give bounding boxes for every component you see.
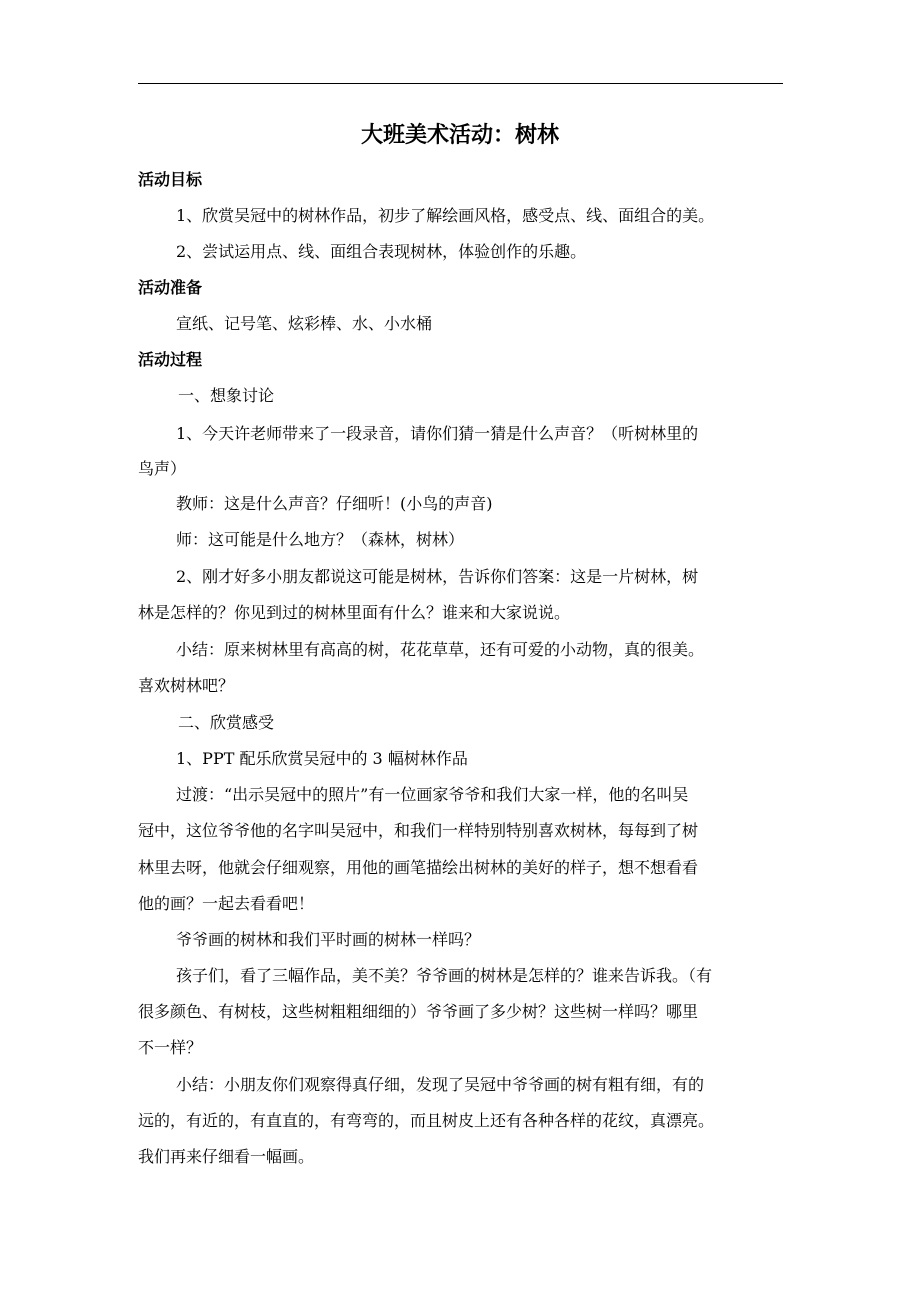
paragraph-line: 1、今天许老师带来了一段录音，请你们猜一猜是什么声音？（听树林里的	[176, 424, 699, 443]
heading-process: 活动过程	[138, 350, 203, 369]
paragraph-line: 教师：这是什么声音？仔细听！(小鸟的声音)	[176, 494, 493, 513]
paragraph-line: 林是怎样的？你见到过的树林里面有什么？谁来和大家说说。	[138, 603, 571, 622]
prep-materials: 宣纸、记号笔、炫彩棒、水、小水桶	[176, 314, 433, 333]
paragraph-line: 2、刚才好多小朋友都说这可能是树林，告诉你们答案：这是一片树林，树	[176, 567, 699, 586]
paragraph-line: 冠中，这位爷爷他的名字叫吴冠中，和我们一样特别特别喜欢树林，每每到了树	[138, 821, 699, 840]
heading-goals: 活动目标	[138, 170, 203, 189]
paragraph-line: 林里去呀，他就会仔细观察，用他的画笔描绘出树林的美好的样子，想不想看看	[138, 858, 699, 877]
paragraph-line: 过渡：“出示吴冠中的照片”有一位画家爷爷和我们大家一样，他的名叫吴	[176, 785, 689, 804]
paragraph-line: 鸟声）	[138, 459, 187, 478]
paragraph-line: 远的，有近的，有直直的，有弯弯的，而且树皮上还有各种各样的花纹，真漂亮。	[138, 1111, 715, 1130]
document-title: 大班美术活动：树林	[360, 123, 559, 148]
section-2-title: 二、欣赏感受	[178, 713, 275, 732]
paragraph-line: 不一样？	[138, 1038, 203, 1057]
paragraph-line: 孩子们，看了三幅作品，美不美？爷爷画的树林是怎样的？谁来告诉我。（有	[176, 966, 713, 985]
paragraph-line: 师：这可能是什么地方？（森林，树林）	[176, 530, 465, 549]
paragraph-line: 1、PPT 配乐欣赏吴冠中的 3 幅树林作品	[176, 749, 468, 768]
paragraph-line: 他的画？一起去看看吧！	[138, 894, 315, 913]
section-1-title: 一、想象讨论	[178, 386, 275, 405]
paragraph-line: 喜欢树林吧？	[138, 676, 235, 695]
paragraph-line: 我们再来仔细看一幅画。	[138, 1147, 315, 1166]
header-rule	[138, 83, 783, 84]
paragraph-line: 很多颜色、有树枝，这些树粗粗细细的）爷爷画了多少树？这些树一样吗？哪里	[138, 1002, 699, 1021]
goal-2: 2、尝试运用点、线、面组合表现树林，体验创作的乐趣。	[176, 242, 587, 261]
paragraph-line: 小结：小朋友你们观察得真仔细，发现了吴冠中爷爷画的树有粗有细，有的	[176, 1075, 705, 1094]
goal-1: 1、欣赏吴冠中的树林作品，初步了解绘画风格，感受点、线、面组合的美。	[176, 206, 715, 225]
heading-prep: 活动准备	[138, 278, 203, 297]
paragraph-line: 爷爷画的树林和我们平时画的树林一样吗？	[176, 930, 481, 949]
paragraph-line: 小结：原来树林里有高高的树，花花草草，还有可爱的小动物，真的很美。	[176, 640, 705, 659]
